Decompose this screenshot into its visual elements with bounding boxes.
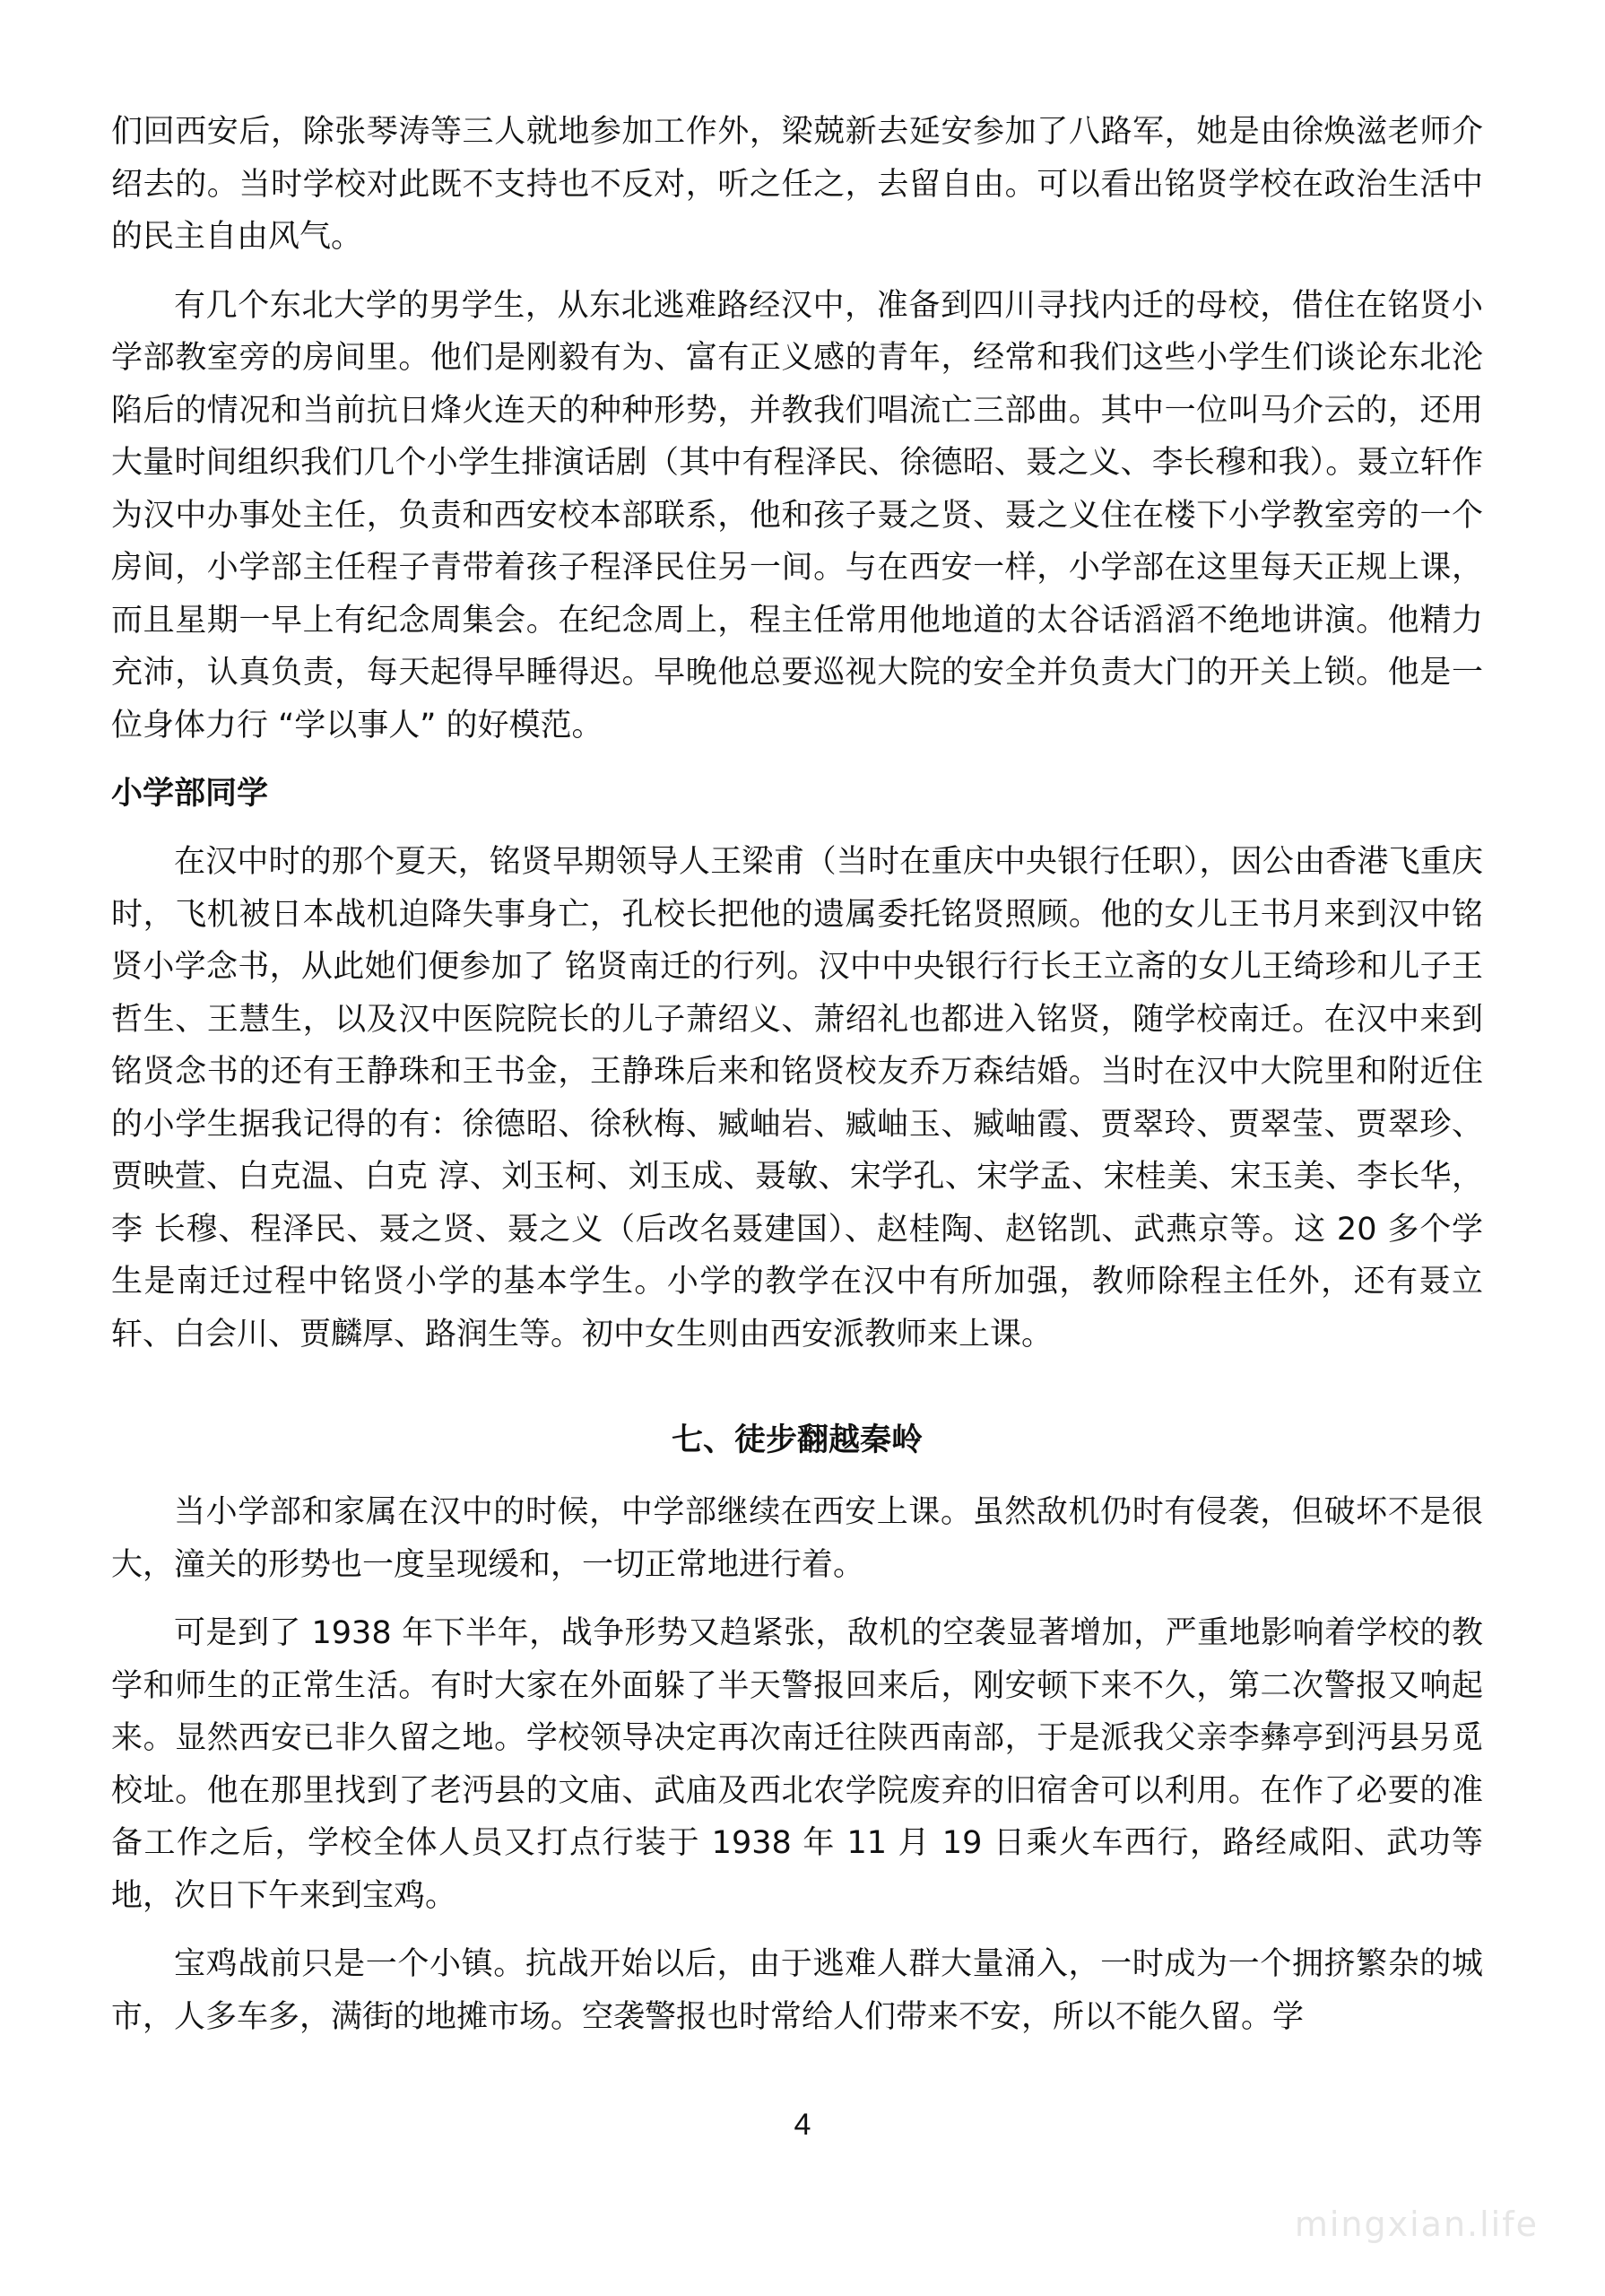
document-page [111, 106, 1483, 2059]
paragraph-xian-classes: 当小学部和家属在汉中的时候，中学部继续在西安上课。虽然敌机仍时有侵袭，但破坏不是很大，潼关的形势也一度呈现缓和，一切正常地进行着。 [111, 1494, 1483, 1583]
paragraph-baoji: 宝鸡战前只是一个小镇。抗战开始以后，由于逃难人群大量涌入，一时成为一个拥挤繁杂的城市，人多车多，满街的地摊市场。空袭警报也时常给人们带来不安，所以不能久留。学 [111, 1946, 1483, 2035]
paragraph-1938-relocation: 可是到了 1938 年下半年，战争形势又趋紧张，敌机的空袭显著增加，严重地影响着学校的教学和师生的正常生活。有时大家在外面躲了半天警报回来后，刚安顿下来不久，第二次警报又响起来。显然西安已非久留之地。学校领导决定再次南迁往陕西南部，于是派我父亲李彝亭到沔县另觅校址。他在那里找到了老沔县的文庙、武庙及西北农学院废弃的旧宿舍可以利用。在作了必要的准备工作之后，学校全体人员又打点行装于 1938 年 11 月 19 日乘火车西行，路经咸阳、武功等地，次日下午来到宝鸡。 [111, 1615, 1483, 1914]
page-number: 4 [794, 2108, 811, 2142]
paragraph-classmates: 在汉中时的那个夏天，铭贤早期领导人王梁甫（当时在重庆中央银行任职），因公由香港飞重庆时，飞机被日本战机迫降失事身亡，孔校长把他的遗属委托铭贤照顾。他的女儿王书月来到汉中铭贤小学念书，从此她们便参加了 铭贤南迁的行列。汉中中央银行行长王立斋的女儿王绮珍和儿子王哲生、王慧生，以及汉中医院院长的儿子萧绍义、萧绍礼也都进入铭贤，随学校南迁。在汉中来到铭贤念书的还有王静珠和王书金，王静珠后来和铭贤校友乔万森结婚。当时在汉中大院里和附近住的小学生据我记得的有：徐德昭、徐秋梅、臧岫岩、臧岫玉、臧岫霞、贾翠玲、贾翠莹、贾翠珍、贾映萱、白克温、白克 淳、刘玉柯、刘玉成、聂敏、宋学孔、宋学孟、宋桂美、宋玉美、李长华，李 长穆、程泽民、聂之贤、聂之义（后改名聂建国）、赵桂陶、赵铭凯、武燕京等。这 20 多个学生是南迁过程中铭贤小学的基本学生。小学的教学在汉中有所加强，教师除程主任外，还有聂立轩、白会川、贾麟厚、路润生等。初中女生则由西安派教师来上课。 [111, 844, 1483, 1352]
watermark-text: mingxian.life [1294, 2205, 1539, 2244]
chapter-heading: 七、徒步翻越秦岭 [671, 1422, 923, 1458]
section-heading: 小学部同学 [111, 776, 269, 812]
paragraph-continued: 们回西安后，除张琴涛等三人就地参加工作外，梁兢新去延安参加了八路军，她是由徐焕滋老师介绍去的。当时学校对此既不支持也不反对，听之任之，去留自由。可以看出铭贤学校在政治生活中的民主自由风气。 [111, 114, 1483, 255]
paragraph-northeast-students: 有几个东北大学的男学生，从东北逃难路经汉中，准备到四川寻找内迁的母校，借住在铭贤小学部教室旁的房间里。他们是刚毅有为、富有正义感的青年，经常和我们这些小学生们谈论东北沦陷后的情况和当前抗日烽火连天的种种形势，并教我们唱流亡三部曲。其中一位叫马介云的，还用大量时间组织我们几个小学生排演话剧（其中有程泽民、徐德昭、聂之义、李长穆和我）。聂立轩作为汉中办事处主任，负责和西安校本部联系，他和孩子聂之贤、聂之义住在楼下小学教室旁的一个房间，小学部主任程子青带着孩子程泽民住另一间。与在西安一样，小学部在这里每天正规上课，而且星期一早上有纪念周集会。在纪念周上，程主任常用他地道的太谷话滔滔不绝地讲演。他精力充沛，认真负责，每天起得早睡得迟。早晚他总要巡视大院的安全并负责大门的开关上锁。他是一位身体力行 “学以事人” 的好模范。 [111, 287, 1483, 744]
